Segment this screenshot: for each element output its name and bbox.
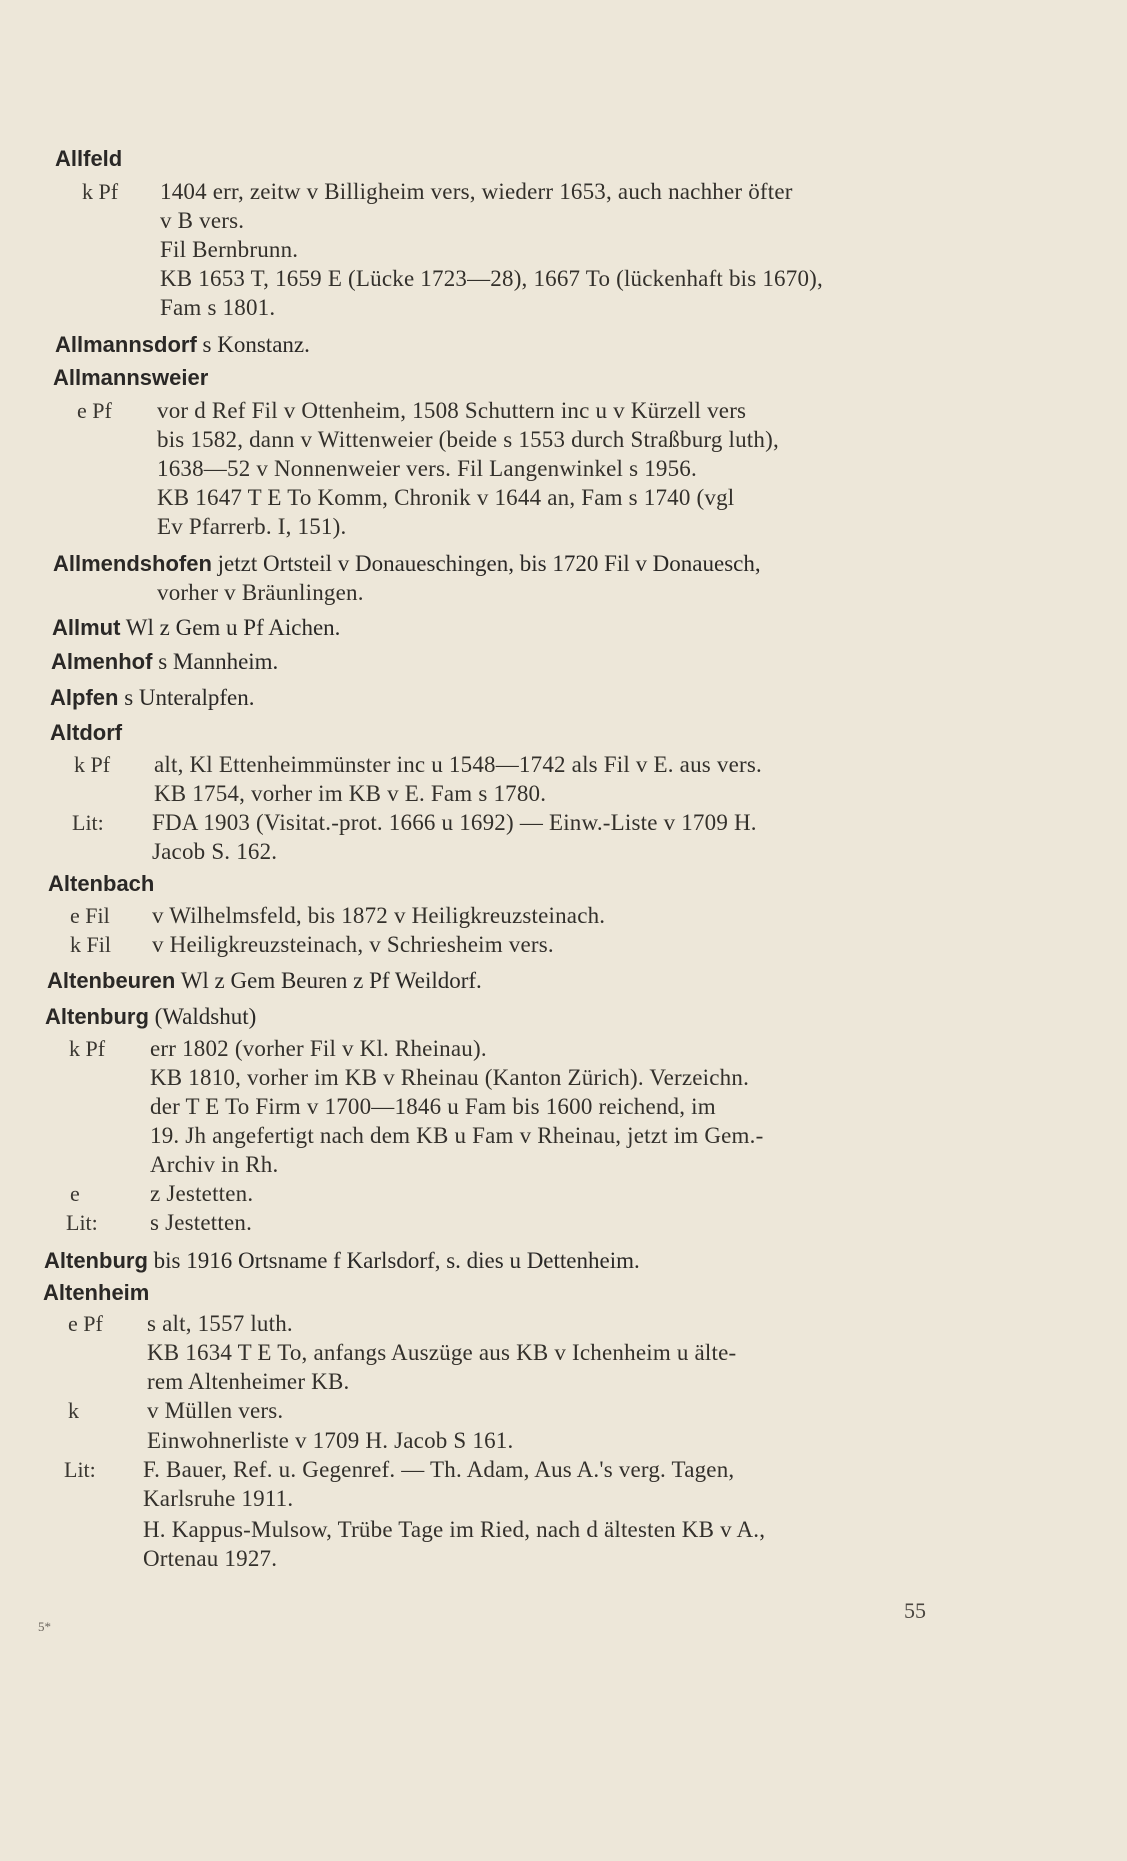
entry-line: Fam s 1801.	[160, 295, 276, 320]
entry-head-line	[53, 550, 761, 578]
entry-line: der T E To Firm v 1700—1846 u Fam bis 1600 reichend, im	[150, 1094, 716, 1119]
entry-head: Altenburg	[44, 1248, 148, 1273]
entry-label: k Pf	[74, 752, 111, 777]
entry-head-tail: s Unteralpfen.	[118, 685, 255, 710]
entry-line: rem Altenheimer KB.	[147, 1369, 350, 1394]
entry-head: Allfeld	[55, 146, 123, 171]
entry-head-line	[52, 614, 340, 642]
entry-line: v Heiligkreuzsteinach, v Schriesheim vers.	[152, 932, 554, 957]
entry-label: e Pf	[77, 398, 112, 423]
entry-label: k Fil	[70, 932, 111, 957]
entry-head-line	[51, 648, 278, 676]
entry-line: 19. Jh angefertigt nach dem KB u Fam v Rheinau, jetzt im Gem.-	[150, 1123, 764, 1148]
entry-head: Allmendshofen	[53, 551, 212, 576]
entry-head: Almenhof	[51, 649, 153, 674]
entry-line: s alt, 1557 luth.	[147, 1311, 293, 1336]
entry-head: Altenheim	[43, 1280, 150, 1305]
entry-label: Lit:	[72, 810, 104, 835]
entry-head: Altenburg	[45, 1004, 149, 1029]
entry-line: vor d Ref Fil v Ottenheim, 1508 Schuttern inc u v Kürzell vers	[157, 398, 747, 423]
entry-label: k	[68, 1398, 79, 1423]
entry-head-tail: jetzt Ortsteil v Donaueschingen, bis 1720 Fil v Donauesch,	[211, 551, 761, 576]
entry-label: e	[70, 1181, 80, 1206]
entry-head: Alpfen	[50, 685, 119, 710]
entry-line: Ortenau 1927.	[143, 1546, 278, 1571]
entry-head-line	[45, 1003, 256, 1031]
entry-head-tail: Wl z Gem Beuren z Pf Weildorf.	[175, 968, 482, 993]
entry-line: s Jestetten.	[150, 1210, 253, 1235]
entry-line: KB 1634 T E To, anfangs Auszüge aus KB v Ichenheim u älte-	[147, 1340, 737, 1365]
entry-head: Altenbeuren	[47, 968, 176, 993]
entry-line: bis 1582, dann v Wittenweier (beide s 1553 durch Straßburg luth),	[157, 427, 779, 452]
entry-line: Archiv in Rh.	[150, 1152, 279, 1177]
entry-head-line	[50, 684, 255, 712]
entry-label: e Fil	[70, 903, 110, 928]
entry-head-line	[47, 967, 482, 995]
entry-line: alt, Kl Ettenheimmünster inc u 1548—1742 als Fil v E. aus vers.	[154, 752, 762, 777]
entry-line: 1638—52 v Nonnenweier vers. Fil Langenwinkel s 1956.	[157, 456, 697, 481]
entry-head-tail: Wl z Gem u Pf Aichen.	[120, 615, 341, 640]
entry-line: KB 1653 T, 1659 E (Lücke 1723—28), 1667 To (lückenhaft bis 1670),	[160, 266, 823, 291]
entry-label: e Pf	[68, 1311, 103, 1336]
entry-head-tail: s Mannheim.	[152, 649, 279, 674]
entry-line: Karlsruhe 1911.	[143, 1486, 294, 1511]
entry-line: Ev Pfarrerb. I, 151).	[157, 514, 347, 539]
entry-head-tail: (Waldshut)	[148, 1004, 257, 1029]
entry-line: z Jestetten.	[150, 1181, 254, 1206]
entry-head: Allmannsdorf	[55, 332, 197, 357]
entry-label: k Pf	[69, 1036, 106, 1061]
entry-line: KB 1754, vorher im KB v E. Fam s 1780.	[154, 781, 547, 806]
entry-head-tail: bis 1916 Ortsname f Karlsdorf, s. dies u Dettenheim.	[147, 1248, 640, 1273]
entry-head: Altenbach	[48, 871, 155, 896]
entry-line: F. Bauer, Ref. u. Gegenref. — Th. Adam, Aus A.'s verg. Tagen,	[143, 1457, 735, 1482]
entry-line: 1404 err, zeitw v Billigheim vers, wiederr 1653, auch nachher öfter	[160, 179, 793, 204]
entry-head: Altdorf	[50, 720, 123, 745]
entry-label: Lit:	[66, 1210, 98, 1235]
page-number: 55	[904, 1598, 926, 1623]
entry-line: vorher v Bräunlingen.	[157, 580, 364, 605]
entry-line: FDA 1903 (Visitat.-prot. 1666 u 1692) — Einw.-Liste v 1709 H.	[152, 810, 757, 835]
entry-line: v Müllen vers.	[147, 1398, 284, 1423]
entry-line: KB 1647 T E To Komm, Chronik v 1644 an, Fam s 1740 (vgl	[157, 485, 735, 510]
entry-head-line	[44, 1247, 640, 1275]
entry-head-line	[55, 331, 310, 359]
entry-head-tail: s Konstanz.	[196, 332, 310, 357]
entry-line: KB 1810, vorher im KB v Rheinau (Kanton Zürich). Verzeichn.	[150, 1065, 750, 1090]
entry-head: Allmut	[52, 615, 121, 640]
entry-head: Allmannsweier	[53, 365, 209, 390]
entry-line: Einwohnerliste v 1709 H. Jacob S 161.	[147, 1428, 514, 1453]
entry-line: Jacob S. 162.	[152, 839, 278, 864]
entry-line: err 1802 (vorher Fil v Kl. Rheinau).	[150, 1036, 487, 1061]
entry-line: v Wilhelmsfeld, bis 1872 v Heiligkreuzsteinach.	[152, 903, 606, 928]
entry-line: Fil Bernbrunn.	[160, 237, 299, 262]
entry-line: H. Kappus-Mulsow, Trübe Tage im Ried, nach d ältesten KB v A.,	[143, 1517, 766, 1542]
entry-label: k Pf	[82, 179, 119, 204]
entry-line: v B vers.	[160, 208, 245, 233]
entry-label: Lit:	[64, 1457, 96, 1482]
signature-mark: 5*	[38, 1619, 51, 1634]
